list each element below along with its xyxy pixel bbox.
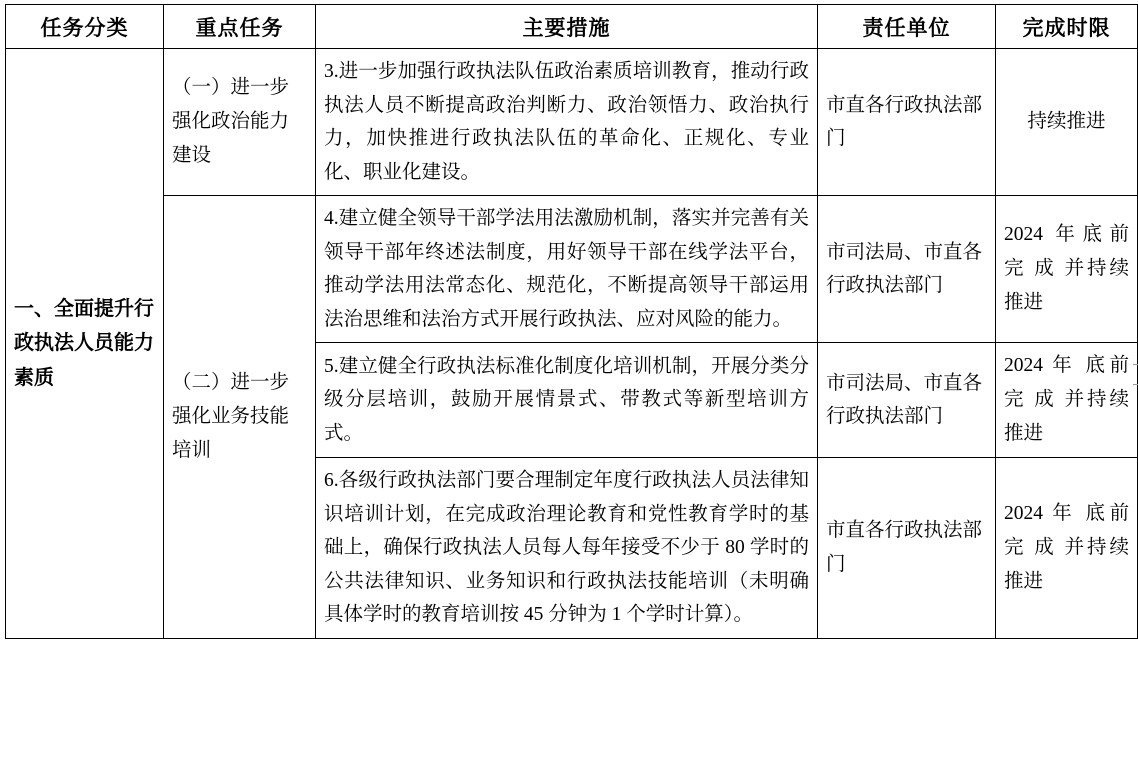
column-header-responsible-unit: 责任单位	[818, 5, 996, 49]
task-measures-table	[5, 4, 1138, 639]
column-header-key-task: 重点任务	[164, 5, 316, 49]
measure-cell: 4.建立健全领导干部学法用法激励机制，落实并完善有关领导干部年终述法制度，用好领导干部在线学法平台，推动学法用法常态化、规范化，不断提高领导干部运用法治思维和法治方式开展行政执法、应对风险的能力。	[316, 196, 818, 343]
measure-cell: 3.进一步加强行政执法队伍政治素质培训教育，推动行政执法人员不断提高政治判断力、政治领悟力、政治执行力，加快推进行政执法队伍的革命化、正规化、专业化、职业化建设。	[316, 49, 818, 196]
table-row	[6, 196, 1138, 343]
deadline-cell: 2024 年 底前 完 成 并持续推进	[996, 458, 1138, 639]
column-header-category: 任务分类	[6, 5, 164, 49]
column-header-main-measures: 主要措施	[316, 5, 818, 49]
category-cell: 一、全面提升行政执法人员能力素质	[6, 49, 164, 639]
deadline-cell: 2024 年 底前 完 成 并持续推进	[996, 343, 1138, 458]
responsible-unit-cell: 市司法局、市直各行政执法部门	[818, 343, 996, 458]
column-header-deadline: 完成时限	[996, 5, 1138, 49]
deadline-cell: 持续推进	[996, 49, 1138, 196]
deadline-cell: 2024 年底前 完 成 并持续推进	[996, 196, 1138, 343]
page-edge-artifact	[1133, 364, 1138, 365]
page-edge-artifact	[1133, 384, 1138, 385]
key-task-cell: （一）进一步强化政治能力建设	[164, 49, 316, 196]
measure-cell: 6.各级行政执法部门要合理制定年度行政执法人员法律知识培训计划，在完成政治理论教育和党性教育学时的基础上，确保行政执法人员每人每年接受不少于 80 学时的公共法律知识、业务知识和行政执法技能培训（未明确具体学时的教育培训按 45 分钟为 1 个学时计算）。	[316, 458, 818, 639]
responsible-unit-cell: 市司法局、市直各行政执法部门	[818, 196, 996, 343]
measure-cell: 5.建立健全行政执法标准化制度化培训机制，开展分类分级分层培训，鼓励开展情景式、带教式等新型培训方式。	[316, 343, 818, 458]
table-header-row	[6, 5, 1138, 49]
responsible-unit-cell: 市直各行政执法部门	[818, 49, 996, 196]
table-row	[6, 49, 1138, 196]
responsible-unit-cell: 市直各行政执法部门	[818, 458, 996, 639]
document-page	[0, 4, 1138, 779]
key-task-cell: （二）进一步强化业务技能培训	[164, 196, 316, 639]
